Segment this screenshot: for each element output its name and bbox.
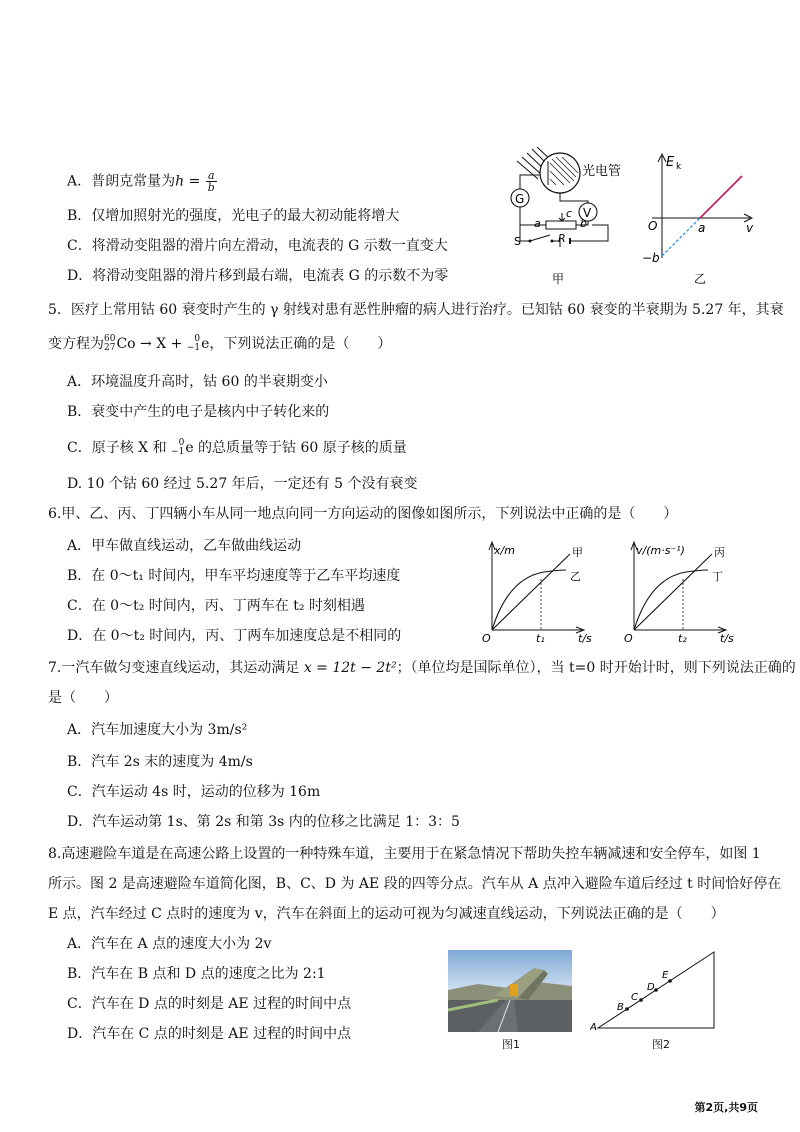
q4-option-a-text: A．普朗克常量为 — [67, 173, 176, 190]
decay-arrow: → X + — [135, 336, 187, 352]
switch-contact — [551, 240, 554, 243]
label-s: S — [514, 235, 521, 248]
q6-option-c: C．在 0～t₂ 时间内，丙、丁两车在 t₂ 时刻相遇 — [67, 598, 365, 614]
a-intercept-label: a — [698, 221, 706, 235]
q6-option-d: D．在 0～t₂ 时间内，丙、丁两车加速度总是不相同的 — [67, 628, 402, 644]
co-mass-number: 60 — [104, 334, 116, 344]
c-e-charge-number: −1 — [171, 447, 185, 457]
voltmeter-label: V — [583, 206, 592, 220]
phototube-label: 光电管 — [582, 164, 622, 179]
q4-fraction — [206, 170, 217, 193]
q7-stem-part-b: ；（单位均是国际单位），当 t=0 时开始计时，则下列说法正确的 — [396, 660, 796, 676]
v-axis-label: v — [746, 221, 754, 235]
vt-t2-label: t₂ — [678, 632, 687, 645]
q8-incline-figure — [590, 948, 720, 1034]
label-r: R — [558, 232, 566, 245]
q4-equals: = — [184, 173, 205, 190]
ek-extension-dashed — [662, 218, 700, 256]
q4-circuit-figure — [500, 145, 630, 290]
label-c: c — [566, 207, 573, 220]
q4-fraction-denominator: b — [207, 181, 215, 194]
q7-option-d: D．汽车运动第 1s、第 2s 和第 3s 内的位移之比满足 1：3：5 — [67, 814, 460, 830]
escape-ramp-photo-drawing — [448, 950, 572, 1032]
switch-icon — [530, 235, 550, 241]
point-b — [625, 1007, 629, 1011]
q7-option-a: A．汽车加速度大小为 3m/s² — [67, 722, 248, 738]
q7-formula: x = 12t − 2t² — [303, 660, 397, 676]
label-b: b — [580, 217, 587, 230]
q8-stem-line1: 8.高速避险车道是在高速公路上设置的一种特殊车道，主要用于在紧急情况下帮助失控车辆减速和安全停车，如图 1 — [48, 846, 761, 862]
q8-option-b: B．汽车在 B 点和 D 点的速度之比为 2:1 — [67, 966, 326, 982]
q5-option-a: A．环境温度升高时，钴 60 的半衰期变小 — [67, 374, 328, 390]
q4-h-symbol: h — [175, 173, 185, 190]
q4-fraction-numerator: a — [206, 170, 217, 182]
neg-b-label: −b — [642, 251, 660, 265]
page-number: 第2页,共9页 — [694, 1101, 758, 1114]
q6-xt-graph — [478, 536, 604, 646]
electron-numbers — [187, 335, 200, 353]
vt-y-label: v/(m·s⁻¹) — [636, 544, 685, 557]
point-d — [654, 988, 658, 992]
xt-x-label: t/s — [578, 632, 592, 645]
ek-axis-label: E — [666, 155, 675, 170]
q4-ek-graph — [638, 148, 763, 288]
xt-line-jia — [492, 554, 570, 630]
c-e-mass-number: 0 — [178, 438, 185, 448]
q5-option-c-prefix: C．原子核 X 和 — [67, 440, 172, 456]
label-a: a — [534, 217, 541, 230]
label-point-c: C — [631, 992, 638, 1003]
figure2-caption: 图2 — [652, 1038, 670, 1051]
q7-stem-line2: 是（ ） — [48, 690, 118, 706]
ek-line — [700, 176, 742, 218]
rheostat-slider-icon — [559, 213, 565, 221]
q7-stem-line1 — [48, 658, 796, 678]
label-point-d: D — [647, 982, 655, 993]
figure1-caption: 图1 — [502, 1038, 520, 1051]
q5-option-c — [67, 438, 407, 458]
q5-option-b: B．衰变中产生的电子是核内中子转化来的 — [67, 404, 330, 420]
q5-option-d: D. 10 个钴 60 经过 5.27 年后，一定还有 5 个没有衰变 — [67, 476, 418, 492]
q8-stem-line2: 所示。图 2 是高速避险车道简化图，B、C、D 为 AE 段的四等分点。汽车从 A 点冲入避险车道后经过 t 时间恰好停在 — [48, 876, 782, 892]
q7-stem-part-a: 7.一汽车做匀变速直线运动，其运动满足 — [48, 660, 304, 676]
q5-stem-line2 — [48, 334, 391, 354]
co-nuclide-numbers — [104, 335, 115, 353]
label-point-b: B — [617, 1002, 624, 1013]
galvanometer-label: G — [515, 192, 525, 206]
origin-label: O — [648, 219, 658, 233]
rheostat-icon — [546, 221, 576, 229]
xt-t1-label: t₁ — [536, 632, 545, 645]
q6-stem: 6.甲、乙、丙、丁四辆小车从同一地点向同一方向运动的图像如图所示，下列说法中正确的是（ ） — [48, 506, 678, 522]
q4-option-b: B．仅增加照射光的强度，光电子的最大初动能将增大 — [67, 208, 400, 224]
c-electron-numbers — [171, 439, 184, 457]
point-e — [668, 979, 672, 983]
q4-option-d: D．将滑动变阻器的滑片移到最右端，电流表 G 的示数不为零 — [67, 268, 449, 284]
q4-option-c: C．将滑动变阻器的滑片向左滑动，电流表的 G 示数一直变大 — [67, 238, 448, 254]
vt-x-label: t/s — [720, 632, 734, 645]
vt-curve-bing-label: 丙 — [714, 546, 725, 559]
e-charge-number: −1 — [186, 343, 201, 353]
q4-option-a — [67, 170, 218, 193]
q5-stem-line1: 5．医疗上常用钴 60 衰变时产生的 γ 射线对患有恶性肿瘤的病人进行治疗。已知钴 60 衰变的半衰期为 5.27 年，其衰 — [48, 302, 784, 318]
figure-jia-caption: 甲 — [552, 272, 565, 286]
xt-curve-jia-label: 甲 — [572, 546, 583, 559]
xt-curve-yi — [492, 570, 566, 630]
co-charge-number: 27 — [104, 343, 116, 353]
vt-curve-ding — [634, 570, 708, 630]
q8-option-a: A．汽车在 A 点的速度大小为 2v — [67, 936, 272, 952]
figure-yi-caption: 乙 — [694, 272, 707, 286]
label-point-a: A — [590, 1022, 597, 1033]
vt-line-bing — [634, 554, 712, 630]
c-e-symbol: e — [185, 440, 194, 456]
q6-vt-graph — [620, 536, 750, 646]
q8-stem-line3: E 点，汽车经过 C 点时的速度为 v，汽车在斜面上的运动可视为匀减速直线运动，下列说法正确的是（ ） — [48, 906, 725, 922]
q7-option-c: C．汽车运动 4s 时，运动的位移为 16m — [67, 784, 321, 800]
q5-option-c-suffix: 的总质量等于钴 60 原子核的质量 — [193, 440, 407, 456]
q8-option-d: D．汽车在 C 点的时刻是 AE 过程的时间中点 — [67, 1026, 352, 1042]
q7-option-b: B．汽车 2s 末的速度为 4m/s — [67, 754, 253, 770]
q8-option-c: C．汽车在 D 点的时刻是 AE 过程的时间中点 — [67, 996, 352, 1012]
q6-option-a: A．甲车做直线运动，乙车做曲线运动 — [67, 538, 302, 554]
co-symbol: Co — [116, 336, 136, 352]
label-point-e: E — [662, 970, 669, 981]
escape-ramp-photo — [448, 950, 572, 1032]
xt-curve-yi-label: 乙 — [570, 570, 581, 583]
xt-y-label: x/m — [494, 544, 515, 557]
xt-origin: O — [482, 632, 491, 645]
ek-axis-subscript: k — [676, 162, 682, 172]
point-c — [639, 998, 643, 1002]
vt-curve-ding-label: 丁 — [712, 570, 723, 583]
e-mass-number: 0 — [194, 334, 201, 344]
q6-option-b: B．在 0～t₁ 时间内，甲车平均速度等于乙车平均速度 — [67, 568, 401, 584]
q5-stem-prefix: 变方程为 — [48, 336, 104, 352]
e-symbol: e — [201, 336, 210, 352]
q5-stem-suffix: ，下列说法正确的是（ ） — [209, 336, 392, 352]
vt-origin: O — [624, 632, 633, 645]
